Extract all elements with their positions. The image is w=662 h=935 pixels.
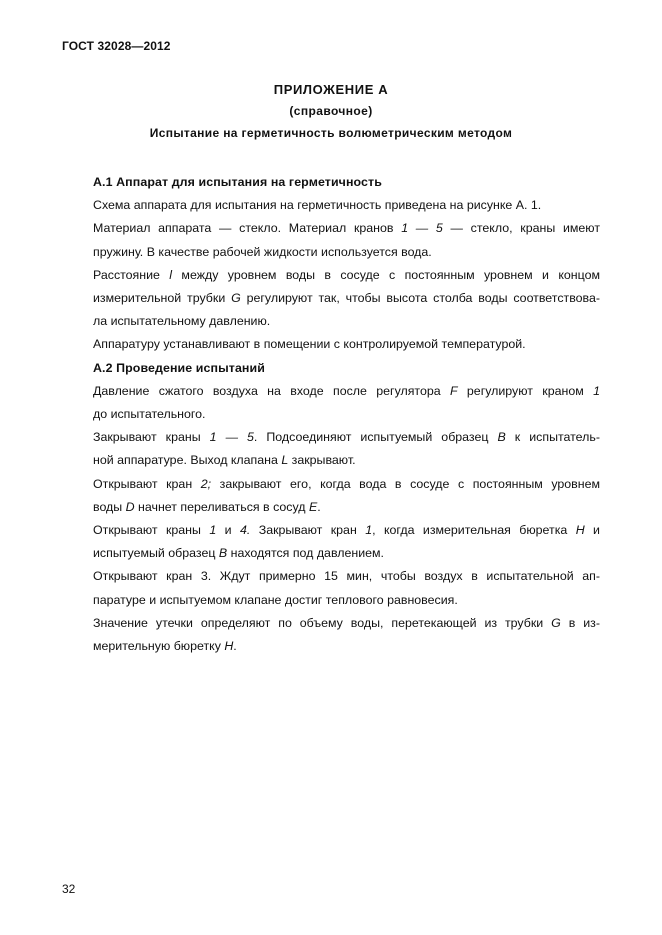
section-a2-paragraph-5: Открывают кран 3. Ждут примерно 15 мин, чтобы воздух в испытательной ап- паратуре и испытуемом клапане достиг теплового равновесия. bbox=[93, 569, 600, 607]
appendix-subtitle: (справочное) bbox=[289, 104, 373, 118]
section-a2-paragraph-4: Открывают краны 1 и 4. Закрывают кран 1, когда измерительная бюретка H и испытуемый образец B находятся под давлением. bbox=[93, 523, 600, 561]
section-a1-paragraph-2: Материал аппарата — стекло. Материал кранов 1 — 5 — стекло, краны имеют пружину. В качестве рабочей жидкости используется вода. bbox=[93, 221, 600, 259]
section-a1-paragraph-3: Расстояние l между уровнем воды в сосуде с постоянным уровнем и концом измерительной трубки G регулируют так, чтобы высота столба воды соответствова- ла испытательному давлению. bbox=[93, 267, 600, 329]
section-a1-paragraph-4: Аппаратуру устанавливают в помещении с контролируемой температурой. bbox=[93, 337, 526, 352]
page-number: 32 bbox=[62, 882, 76, 896]
section-a2-paragraph-6: Значение утечки определяют по объему воды, перетекающей из трубки G в из- мерительную бюретку H. bbox=[93, 615, 600, 654]
document-body bbox=[62, 171, 600, 658]
section-a1-paragraph-1: Схема аппарата для испытания на герметичность приведена на рисунке А. 1. bbox=[93, 198, 542, 213]
section-a2-title: А.2 Проведение испытаний bbox=[93, 360, 265, 375]
section-a2-paragraph-3: Открывают кран 2; закрывают его, когда вода в сосуде с постоянным уровнем воды D начнет переливаться в сосуд E. bbox=[93, 476, 601, 514]
section-a1-title: А.1 Аппарат для испытания на герметичность bbox=[93, 175, 382, 189]
section-a2-paragraph-1: Давление сжатого воздуха на входе после регулятора F регулируют краном 1 до испытательного. bbox=[93, 383, 600, 422]
appendix-heading: Испытание на герметичность волюметрическим методом bbox=[149, 126, 513, 140]
appendix-title: ПРИЛОЖЕНИЕ А bbox=[273, 82, 389, 97]
document-standard-code: ГОСТ 32028—2012 bbox=[62, 39, 171, 53]
section-a2-paragraph-2: Закрывают краны 1 — 5. Подсоединяют испытуемый образец B к испытатель- ной аппаратуре. Выход клапана L закрывают. bbox=[93, 430, 600, 468]
